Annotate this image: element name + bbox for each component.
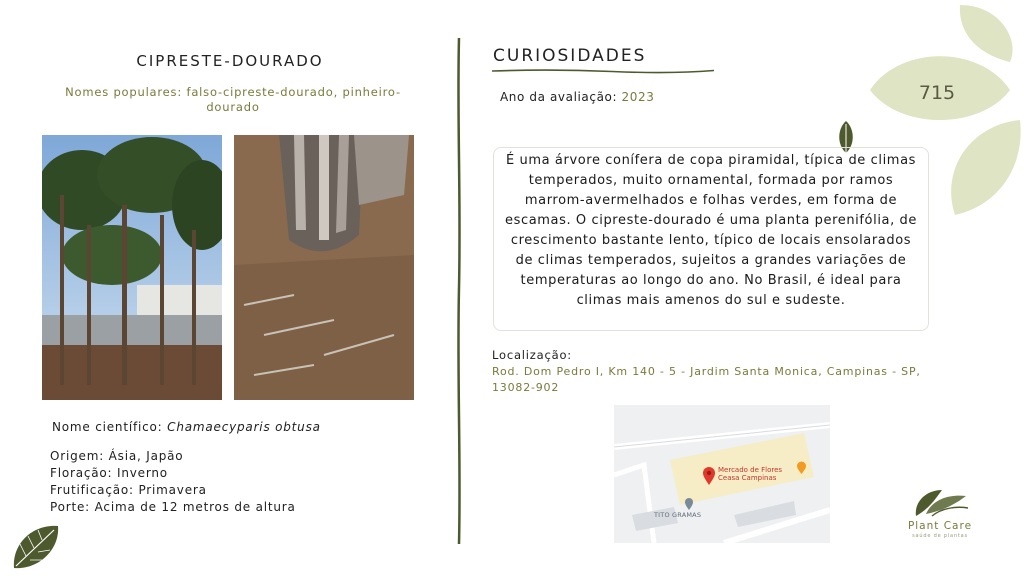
year-label: Ano da avaliação: [500,90,618,104]
assessment-number-badge: 715 [918,82,956,104]
fact-fruiting: Frutificação: Primavera [50,483,207,497]
poi-label: TITO GRAMAS [654,511,702,519]
location-address: Rod. Dom Pedro I, Km 140 - 5 - Jardim Santa Monica, Campinas - SP, 13082-902 [492,365,921,394]
scientific-name-line [52,420,321,434]
map-pin-label: Mercado de Flores Ceasa Campinas [718,466,783,482]
popular-names: Nomes populares: falso-cipreste-dourado, pinheiro-dourado [65,85,401,114]
year-value: 2023 [621,90,655,104]
food-icon [796,461,807,475]
brand-tagline: saúde de plantas [912,533,968,539]
scientific-name: Chamaecyparis obtusa [167,420,321,434]
location-map[interactable] [614,405,830,543]
trunk-photo [234,135,414,400]
tree-photo [42,135,222,400]
title-underline [492,68,714,74]
description-box: É uma árvore conífera de copa piramidal, típica de climas temperados, muito ornamental, formada por ramos marrom-avermelhados e folhas verdes, em forma de escamas. O cipreste-dourado é uma planta perenifólia, de crescimento bastante lento, típico de locais ensolarados de climas temperados, sujeitos a grandes variações de temperaturas ao longo do ano. No Brasil, é ideal para climas mais amenos do sul e sudeste. [493,147,929,331]
scientific-name-label: Nome científico: [52,420,163,434]
fact-origin: Origem: Ásia, Japão [50,449,184,463]
brand-name: Plant Care [907,520,973,532]
column-divider [452,38,466,544]
fact-size: Porte: Acima de 12 metros de altura [50,500,296,514]
plant-title: CIPRESTE-DOURADO [136,52,324,70]
location-label: Localização: [492,348,572,362]
assessment-year [500,90,655,104]
poi-pin-icon [684,497,694,511]
map-pin-icon [702,466,716,486]
curiosities-title: CURIOSIDADES [493,46,647,66]
fact-flowering: Floração: Inverno [50,466,168,480]
plant-care-logo [912,488,970,520]
leaf-icon [8,520,62,572]
plant-facts [50,448,296,516]
